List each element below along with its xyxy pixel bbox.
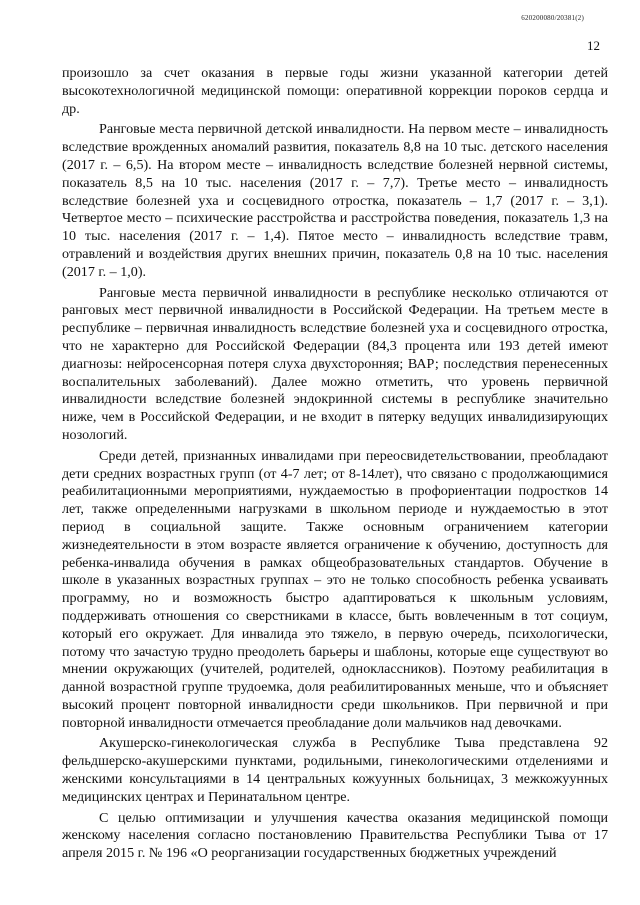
paragraph-reexamination: Среди детей, признанных инвалидами при переосвидетельствовании, преобладают дети средних возрастных групп (от 4-7 лет; от 8-14лет), что связано с продолжающимися реабилитационными мероприятиями, нуждаемостью в профориентации подростков 14 лет, также определенными нагрузками в школьном периоде и нуждаемостью в этот период в социальной защите. Также основным ограничением категории жизнедеятельности в этом возрасте является ограничение к обучению, доступность для ребенка-инвалида обучения в рамках общеобразовательных стандартов. Обучение в школе в указанных возрастных группах – это не только способность ребенка усваивать программу, но и возможность быстро адаптироваться к школьным условиям, поддерживать отношения со сверстниками в классе, быть вовлеченным в тот социум, который его окружает. Для инвалида это тяжело, в первую очередь, психологически, потому что зачастую трудно преодолеть барьеры и шаблоны, которые еще существуют во мнении окружающих (учителей, родителей, одноклассников). Поэтому реабилитация в данной возрастной группе трудоемка, доля реабилитированных меньше, что и объясняет высокий процент повторной инвалидности среди школьников. При первичной и при повторной инвалидности отмечается преобладание доли мальчиков над девочками. (62, 447, 608, 731)
paragraph-obstetric-service: Акушерско-гинекологическая служба в Республике Тыва представлена 92 фельдшерско-акушерскими пунктами, родильными, гинекологическими отделениями и женскими консультациями в 14 центральных кожуунных больницах, 3 межкожуунных медицинских центрах и Перинатальном центре. (62, 735, 608, 805)
paragraph-primary-disability-ranks: Ранговые места первичной детской инвалидности. На первом месте – инвалидность вследствие врожденных аномалий развития, показатель 8,8 на 10 тыс. детского населения (2017 г. – 6,5). На втором месте – инвалидность вследствие болезней нервной системы, показатель 8,5 на 10 тыс. населения (2017 г. – 7,7). Третье место – инвалидность вследствие болезней уха и сосцевидного отростка, показатель – 1,7 (2017 г. – 3,1). Четвертое место – психические расстройства и расстройства поведения, показатель 1,3 на 10 тыс. населения (2017 г. – 1,4). Пятое место – инвалидность вследствие травм, отравлений и воздействия других внешних причин, показатель 0,8 на 10 тыс. населения (2017 г. – 1,0). (62, 121, 608, 280)
document-body (62, 65, 608, 863)
paragraph-continuation: произошло за счет оказания в первые годы жизни указанной категории детей высокотехнологичной медицинской помощи: оперативной коррекции пороков сердца и др. (62, 65, 608, 117)
paragraph-ranks-comparison: Ранговые места первичной инвалидности в республике несколько отличаются от ранговых мест первичной инвалидности в Российской Федерации. На третьем месте в республике – первичная инвалидность вследствие болезней уха и сосцевидного отростка, что не характерно для Российской Федерации (84,3 процента или 193 детей имеют диагнозы: нейросенсорная потеря слуха двухсторонняя; ВАР; последствия перенесенных воспалительных заболеваний). Далее можно отметить, что уровень первичной инвалидности вследствие болезней эндокринной системы в республике значительно ниже, чем в Российской Федерации, и не входит в пятерку ведущих инвалидизирующих нозологий. (62, 284, 608, 443)
page-number: 12 (587, 38, 600, 53)
paragraph-optimization: С целью оптимизации и улучшения качества оказания медицинской помощи женскому населения согласно постановлению Правительства Республики Тыва от 17 апреля 2015 г. № 196 «О реорганизации государственных бюджетных учреждений (62, 809, 608, 862)
document-id: 620200080/20381(2) (521, 14, 584, 22)
